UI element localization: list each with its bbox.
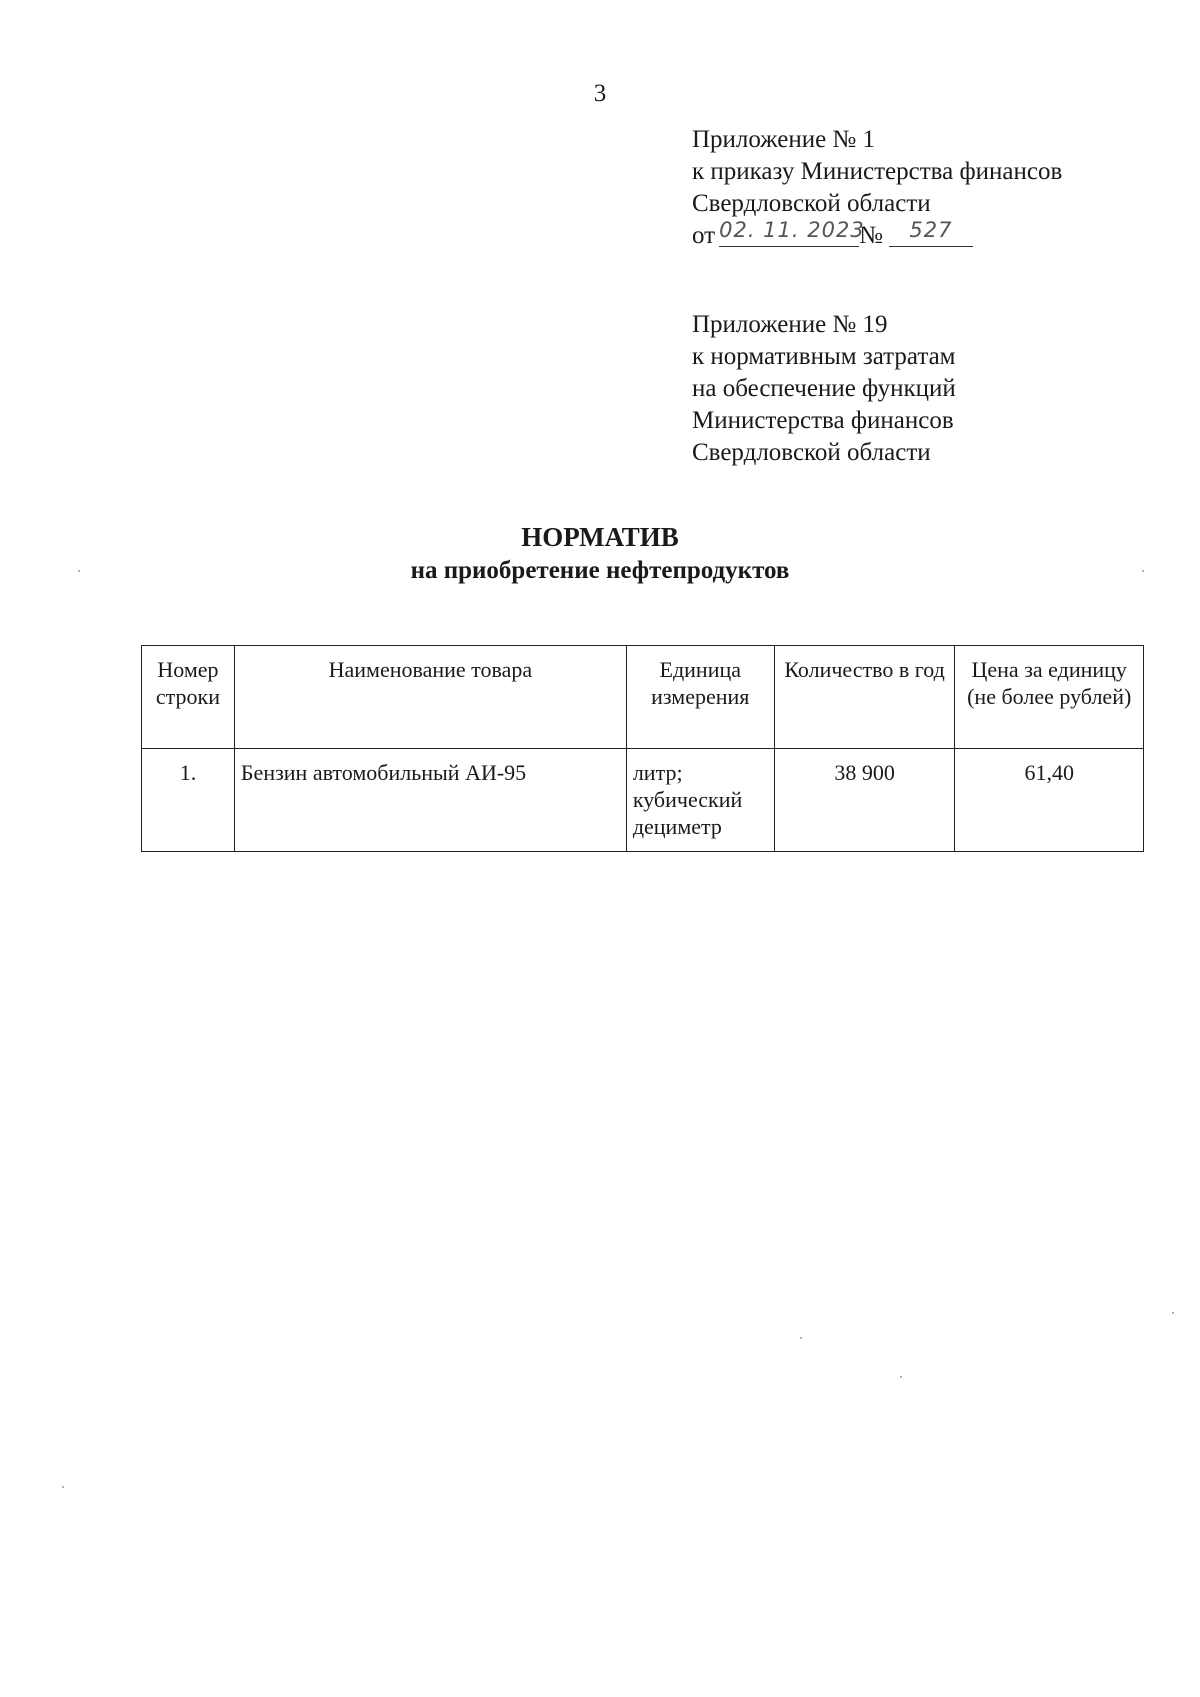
appendix-19-line-5: Свердловской области: [692, 439, 931, 466]
cell-quantity: 38 900: [774, 749, 955, 852]
header-quantity: Количество в год: [774, 646, 955, 749]
cell-price: 61,40: [955, 749, 1144, 852]
header-product-name: Наименование товара: [234, 646, 626, 749]
table-header-row: [142, 646, 1144, 749]
handwritten-number: 527: [909, 218, 953, 242]
header-unit: Единица измерения: [626, 646, 774, 749]
appendix-1-title: Приложение № 1: [692, 126, 876, 153]
appendix-1-order-line: к приказу Министерства финансов: [692, 158, 1063, 185]
appendix-1-signature-line: [692, 220, 1062, 252]
scan-speck: [900, 1376, 902, 1378]
document-subtitle: на приобретение нефтепродуктов: [410, 557, 790, 584]
scan-speck: [800, 1337, 802, 1339]
appendix-19-title: Приложение № 19: [692, 311, 888, 338]
from-label: от: [692, 222, 716, 249]
document-title-block: [0, 520, 1200, 588]
cell-product-name: Бензин автомобильный АИ-95: [234, 749, 626, 852]
appendix-19-line-3: на обеспечение функций: [692, 375, 956, 402]
cell-unit: литр; кубический дециметр: [626, 749, 774, 852]
table-row: [142, 749, 1144, 852]
appendix-1-block: [692, 124, 1062, 252]
number-label: №: [859, 222, 883, 249]
page-number: 3: [593, 80, 607, 107]
appendix-19-line-2: к нормативным затратам: [692, 343, 956, 370]
document-title: НОРМАТИВ: [521, 522, 679, 552]
scan-speck: [1142, 570, 1144, 572]
number-field: [889, 220, 973, 247]
scan-speck: [78, 570, 80, 572]
appendix-1-region-line: Свердловской области: [692, 190, 931, 217]
header-row-number: Номер строки: [142, 646, 235, 749]
header-price: Цена за единицу (не более рублей): [955, 646, 1144, 749]
handwritten-date: 02. 11. 2023: [719, 218, 865, 242]
appendix-19-block: [692, 309, 956, 469]
date-field: [719, 218, 865, 247]
appendix-19-line-4: Министерства финансов: [692, 407, 954, 434]
scan-speck: [62, 1486, 64, 1488]
scan-speck: [1172, 1312, 1174, 1314]
norm-table: [141, 645, 1144, 852]
cell-row-number: 1.: [142, 749, 235, 852]
